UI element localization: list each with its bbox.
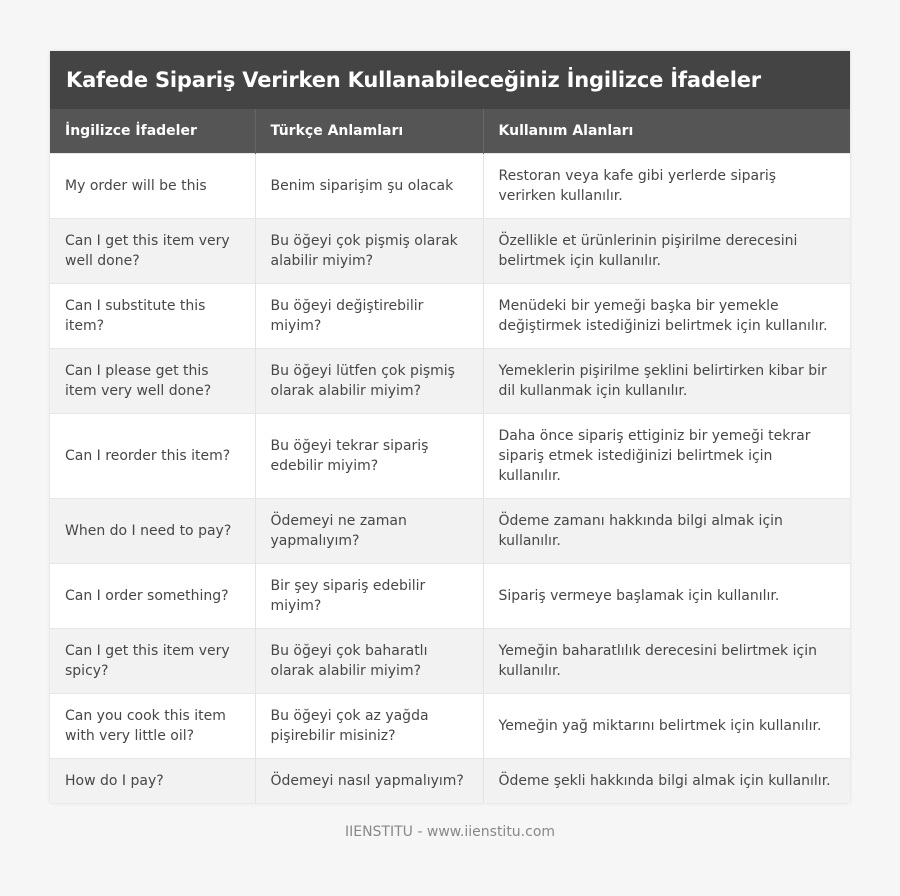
usage-cell: Menüdeki bir yemeği başka bir yemekle değiştirmek istediğinizi belirtmek için kullanılır.	[483, 284, 850, 349]
table-row	[50, 154, 850, 219]
english-cell: How do I pay?	[50, 759, 255, 803]
english-cell: Can you cook this item with very little oil?	[50, 694, 255, 759]
usage-cell: Daha önce sipariş ettiginiz bir yemeği tekrar sipariş etmek istediğinizi belirtmek için kullanılır.	[483, 414, 850, 499]
turkish-cell: Bu öğeyi değiştirebilir miyim?	[255, 284, 483, 349]
english-cell: Can I please get this item very well done?	[50, 349, 255, 414]
column-header-usage: Kullanım Alanları	[483, 109, 850, 154]
turkish-cell: Benim siparişim şu olacak	[255, 154, 483, 219]
table-row	[50, 694, 850, 759]
turkish-cell: Ödemeyi nasıl yapmalıyım?	[255, 759, 483, 803]
table-row	[50, 564, 850, 629]
turkish-cell: Bu öğeyi çok az yağda pişirebilir misiniz?	[255, 694, 483, 759]
table-row	[50, 349, 850, 414]
usage-cell: Ödeme zamanı hakkında bilgi almak için kullanılır.	[483, 499, 850, 564]
table-row	[50, 759, 850, 803]
usage-cell: Özellikle et ürünlerinin pişirilme derecesini belirtmek için kullanılır.	[483, 219, 850, 284]
turkish-cell: Ödemeyi ne zaman yapmalıyım?	[255, 499, 483, 564]
english-cell: Can I reorder this item?	[50, 414, 255, 499]
turkish-cell: Bu öğeyi lütfen çok pişmiş olarak alabilir miyim?	[255, 349, 483, 414]
table-row	[50, 414, 850, 499]
english-cell: Can I substitute this item?	[50, 284, 255, 349]
phrases-table-card	[50, 51, 850, 803]
table-title: Kafede Sipariş Verirken Kullanabileceğiniz İngilizce İfadeler	[50, 51, 850, 109]
usage-cell: Yemeğin yağ miktarını belirtmek için kullanılır.	[483, 694, 850, 759]
table-row	[50, 219, 850, 284]
usage-cell: Restoran veya kafe gibi yerlerde sipariş verirken kullanılır.	[483, 154, 850, 219]
usage-cell: Yemeklerin pişirilme şeklini belirtirken kibar bir dil kullanmak için kullanılır.	[483, 349, 850, 414]
turkish-cell: Bu öğeyi çok baharatlı olarak alabilir miyim?	[255, 629, 483, 694]
phrases-table	[50, 109, 850, 803]
turkish-cell: Bu öğeyi çok pişmiş olarak alabilir miyim?	[255, 219, 483, 284]
table-row	[50, 629, 850, 694]
english-cell: Can I get this item very well done?	[50, 219, 255, 284]
english-cell: Can I get this item very spicy?	[50, 629, 255, 694]
turkish-cell: Bu öğeyi tekrar sipariş edebilir miyim?	[255, 414, 483, 499]
usage-cell: Ödeme şekli hakkında bilgi almak için kullanılır.	[483, 759, 850, 803]
header-row	[50, 109, 850, 154]
english-cell: My order will be this	[50, 154, 255, 219]
english-cell: Can I order something?	[50, 564, 255, 629]
table-row	[50, 499, 850, 564]
english-cell: When do I need to pay?	[50, 499, 255, 564]
footer-credit: IIENSTITU - www.iienstitu.com	[344, 824, 556, 840]
usage-cell: Yemeğin baharatlılık derecesini belirtmek için kullanılır.	[483, 629, 850, 694]
column-header-turkish: Türkçe Anlamları	[255, 109, 483, 154]
column-header-english: İngilizce İfadeler	[50, 109, 255, 154]
usage-cell: Sipariş vermeye başlamak için kullanılır.	[483, 564, 850, 629]
turkish-cell: Bir şey sipariş edebilir miyim?	[255, 564, 483, 629]
table-row	[50, 284, 850, 349]
